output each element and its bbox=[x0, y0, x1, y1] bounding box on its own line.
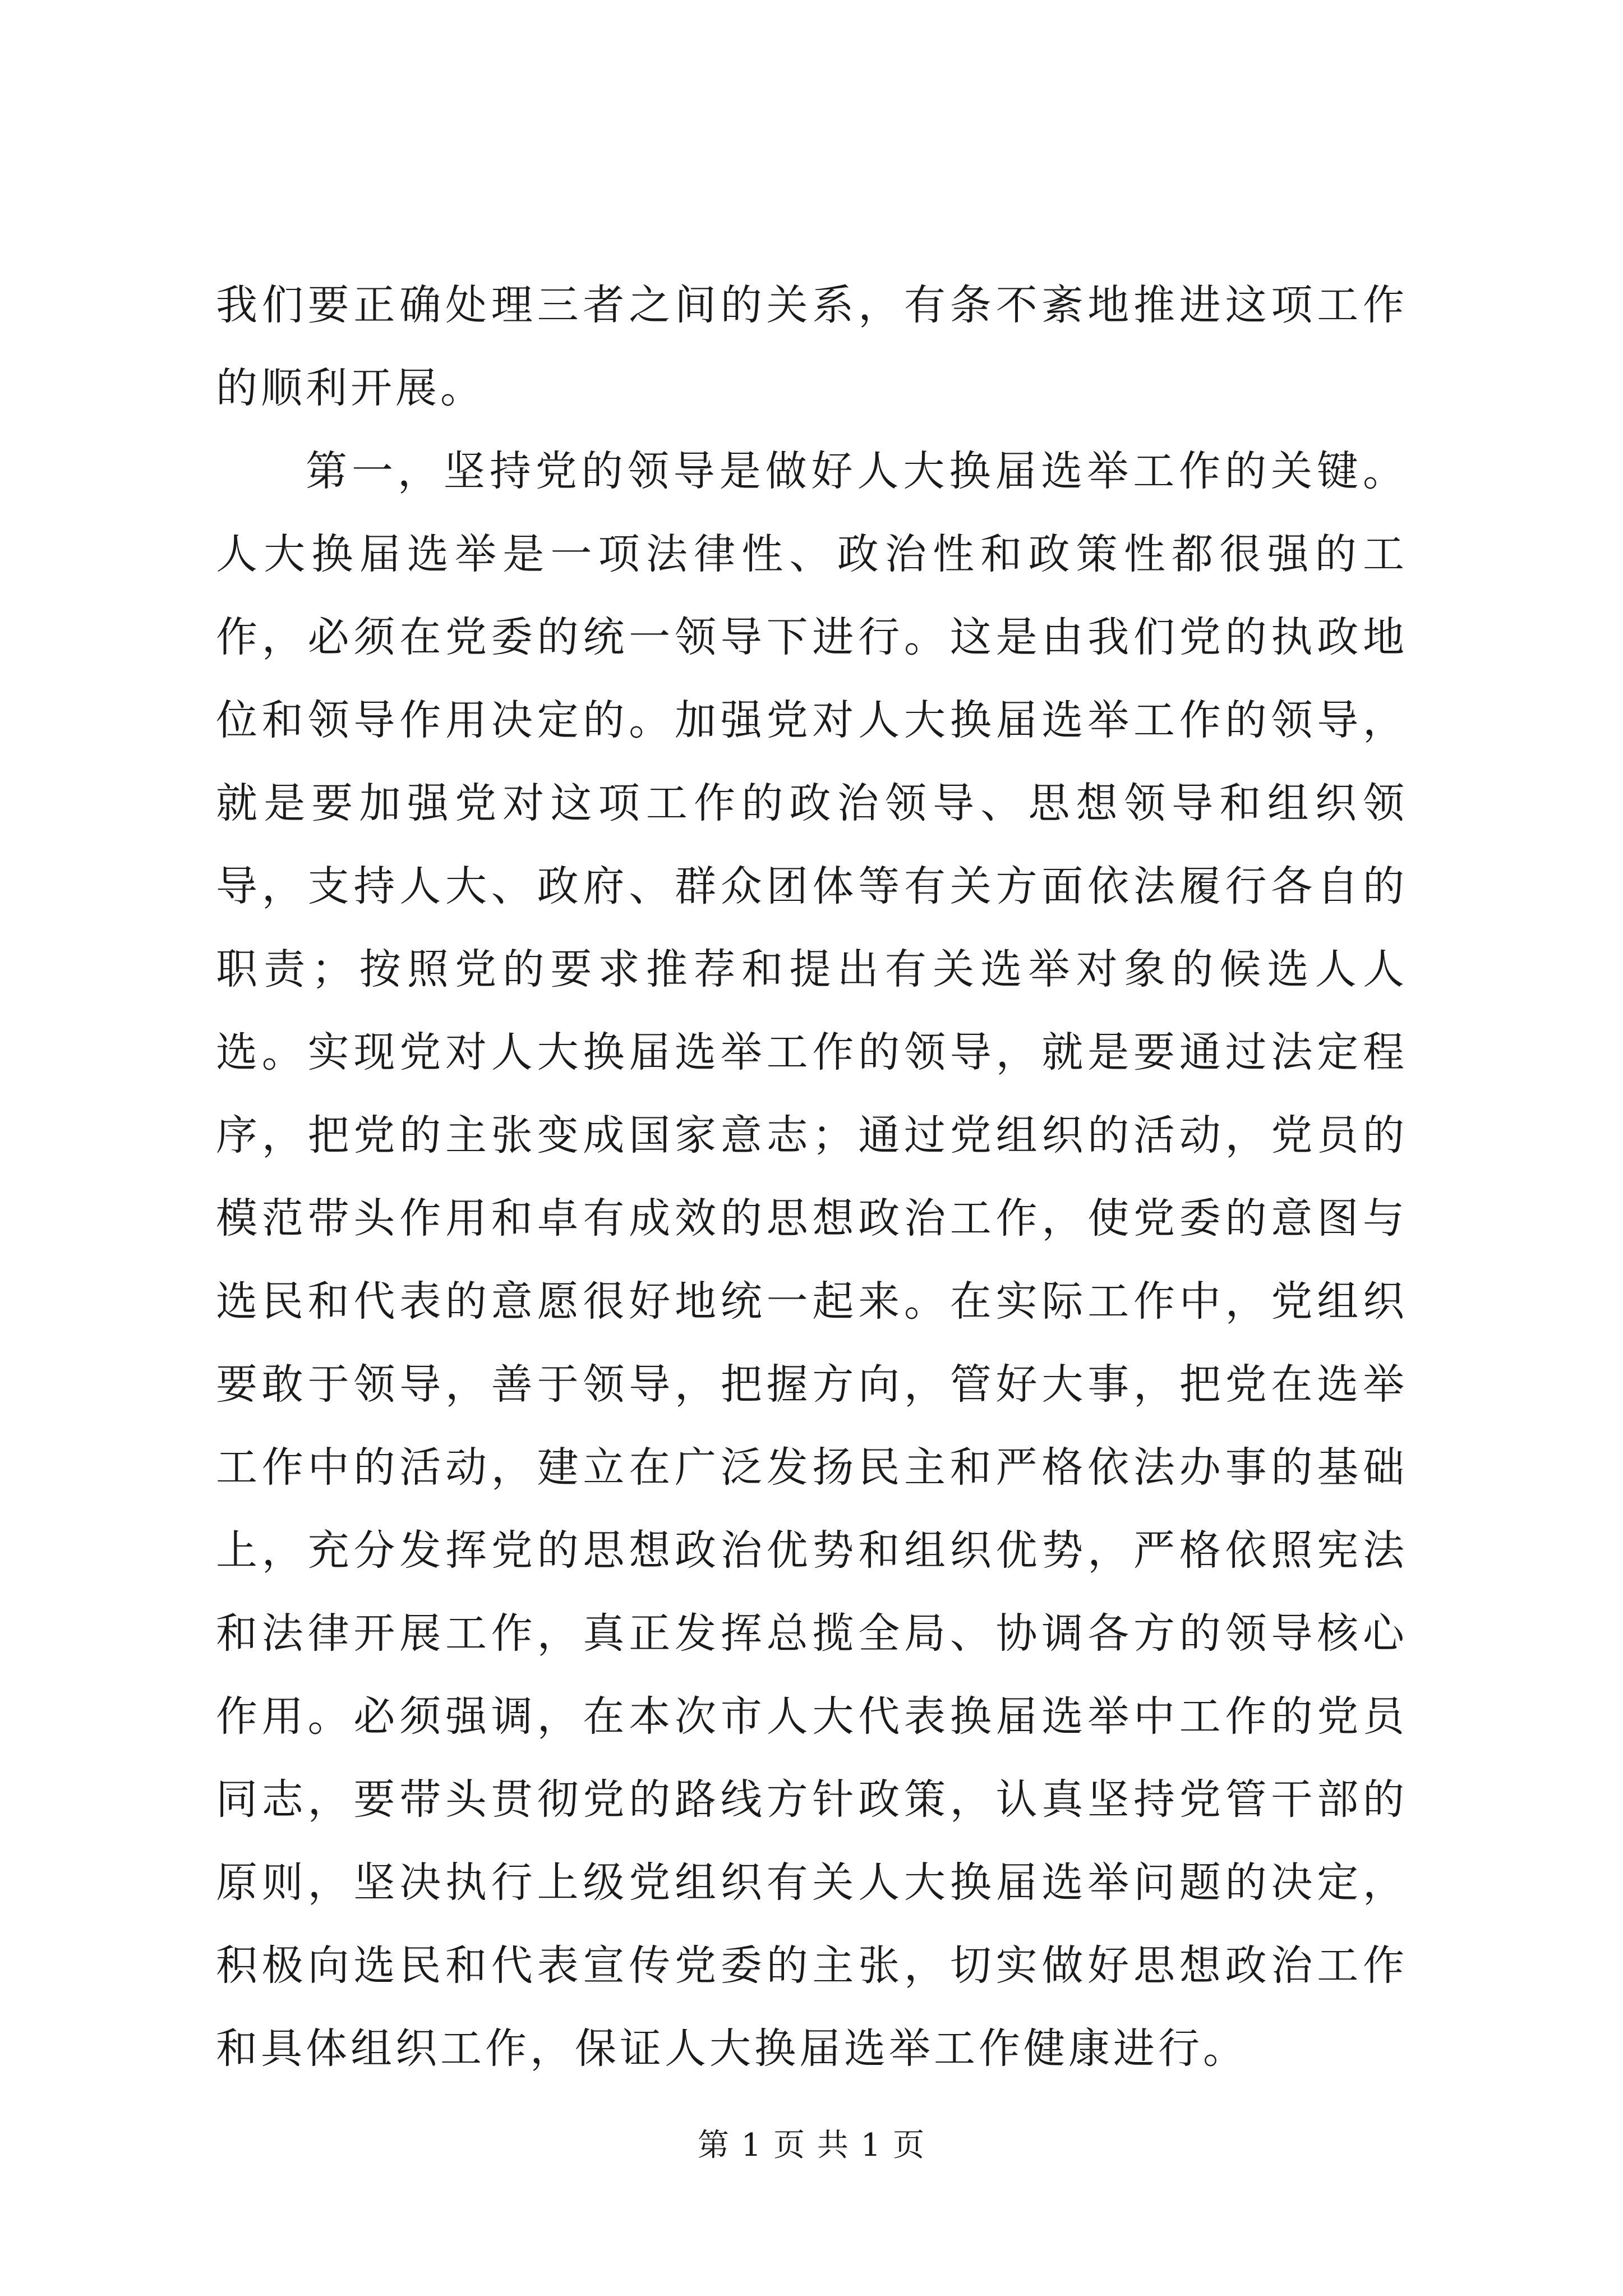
document-body bbox=[216, 264, 1408, 2090]
paragraph-party-leadership: 第一，坚持党的领导是做好人大换届选举工作的关键。人大换届选举是一项法律性、政治性和政策性都很强的工作，必须在党委的统一领导下进行。这是由我们党的执政地位和领导作用决定的。加强党对人大换届选举工作的领导，就是要加强党对这项工作的政治领导、思想领导和组织领导，支持人大、政府、群众团体等有关方面依法履行各自的职责；按照党的要求推荐和提出有关选举对象的候选人人选。实现党对人大换届选举工作的领导，就是要通过法定程序，把党的主张变成国家意志；通过党组织的活动，党员的模范带头作用和卓有成效的思想政治工作，使党委的意图与选民和代表的意愿很好地统一起来。在实际工作中，党组织要敢于领导，善于领导，把握方向，管好大事，把党在选举工作中的活动，建立在广泛发扬民主和严格依法办事的基础上，充分发挥党的思想政治优势和组织优势，严格依照宪法和法律开展工作，真正发挥总揽全局、协调各方的领导核心作用。必须强调，在本次市人大代表换届选举中工作的党员同志，要带头贯彻党的路线方针政策，认真坚持党管干部的原则，坚决执行上级党组织有关人大换届选举问题的决定，积极向选民和代表宣传党委的主张，切实做好思想政治工作和具体组织工作，保证人大换届选举工作健康进行。 bbox=[216, 447, 1408, 2073]
page-number-footer: 第 1 页 共 1 页 bbox=[697, 2127, 926, 2164]
paragraph-continuation: 我们要正确处理三者之间的关系，有条不紊地推进这项工作的顺利开展。 bbox=[216, 281, 1408, 412]
